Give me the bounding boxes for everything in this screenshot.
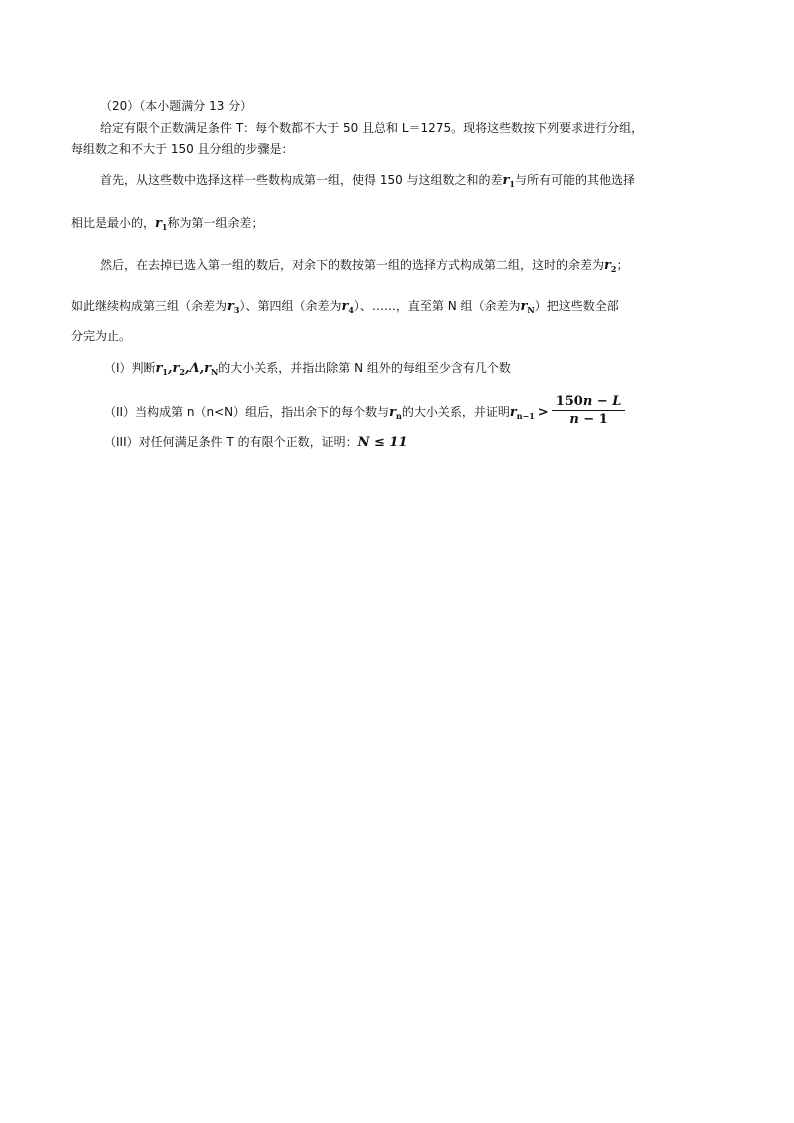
question-1 (104, 360, 511, 380)
header-text: （20）（本小题满分 13 分） (100, 99, 253, 113)
step1-text-c: 相比是最小的， (71, 216, 156, 230)
r2-symbol: $r_2$ (604, 258, 617, 274)
r-sequence: $r_1,r_2,\Lambda,r_N$ (155, 361, 219, 377)
fraction-denominator: n − 1 (569, 412, 608, 427)
step1-line-2 (71, 215, 263, 235)
fraction (552, 393, 626, 428)
step3-text-c: ）、……，直至第 N 组（余差为 (353, 299, 521, 313)
question-2 (104, 393, 625, 433)
step2-text-b: ； (616, 258, 629, 272)
q1-text-b: 的大小关系，并指出除第 N 组外的每组至少含有几个数 (218, 361, 511, 375)
r1-symbol: $r_1$ (155, 216, 168, 232)
step1-line-1 (100, 172, 635, 192)
r3-symbol: $r_3$ (227, 299, 240, 315)
step1-text-b: 与所有可能的其他选择 (514, 173, 635, 187)
problem-header (100, 98, 252, 114)
step3-line-2 (71, 328, 131, 344)
intro-line-1 (100, 120, 643, 136)
rN-symbol: $r_N$ (520, 299, 535, 315)
intro-text-2: 每组数之和不大于 150 且分组的步骤是： (71, 142, 294, 156)
step3-text-e: 分完为止。 (71, 329, 132, 343)
q2-text-a: （II）当构成第 n（n<N）组后，指出余下的每个数与 (104, 405, 390, 419)
step2-line (100, 257, 628, 277)
step3-text-a: 如此继续构成第三组（余差为 (71, 299, 228, 313)
step3-text-b: ）、第四组（余差为 (239, 299, 342, 313)
q3-text-a: （III）对任何满足条件 T 的有限个正数，证明： (104, 435, 358, 449)
greater-than-sign: > (537, 405, 549, 420)
step1-text-d: 称为第一组余差； (167, 216, 264, 230)
intro-text-1: 给定有限个正数满足条件 T：每个数都不大于 50 且总和 L＝1275。现将这些数按下列要求进行分组， (100, 121, 644, 135)
step3-line-1 (71, 298, 619, 318)
r1-symbol: $r_1$ (502, 173, 515, 189)
q2-text-b: 的大小关系，并证明 (401, 405, 510, 419)
intro-line-2 (71, 141, 294, 157)
step3-text-d: ）把这些数全部 (534, 299, 619, 313)
q1-text-a: （I）判断 (104, 361, 156, 375)
rn-symbol: $r_n$ (389, 405, 402, 421)
step1-text-a: 首先，从这些数中选择这样一些数构成第一组，使得 150 与这组数之和的差 (100, 173, 503, 187)
question-3 (104, 434, 408, 451)
step2-text-a: 然后，在去掉已选入第一组的数后，对余下的数按第一组的选择方式构成第二组，这时的余差为 (100, 258, 605, 272)
N-inequality: N ≤ 11 (357, 435, 408, 450)
fraction-numerator: 150n − L (552, 393, 626, 411)
r4-symbol: $r_4$ (341, 299, 354, 315)
rn-minus-1-symbol: $r_{n-1}$ (509, 405, 535, 421)
